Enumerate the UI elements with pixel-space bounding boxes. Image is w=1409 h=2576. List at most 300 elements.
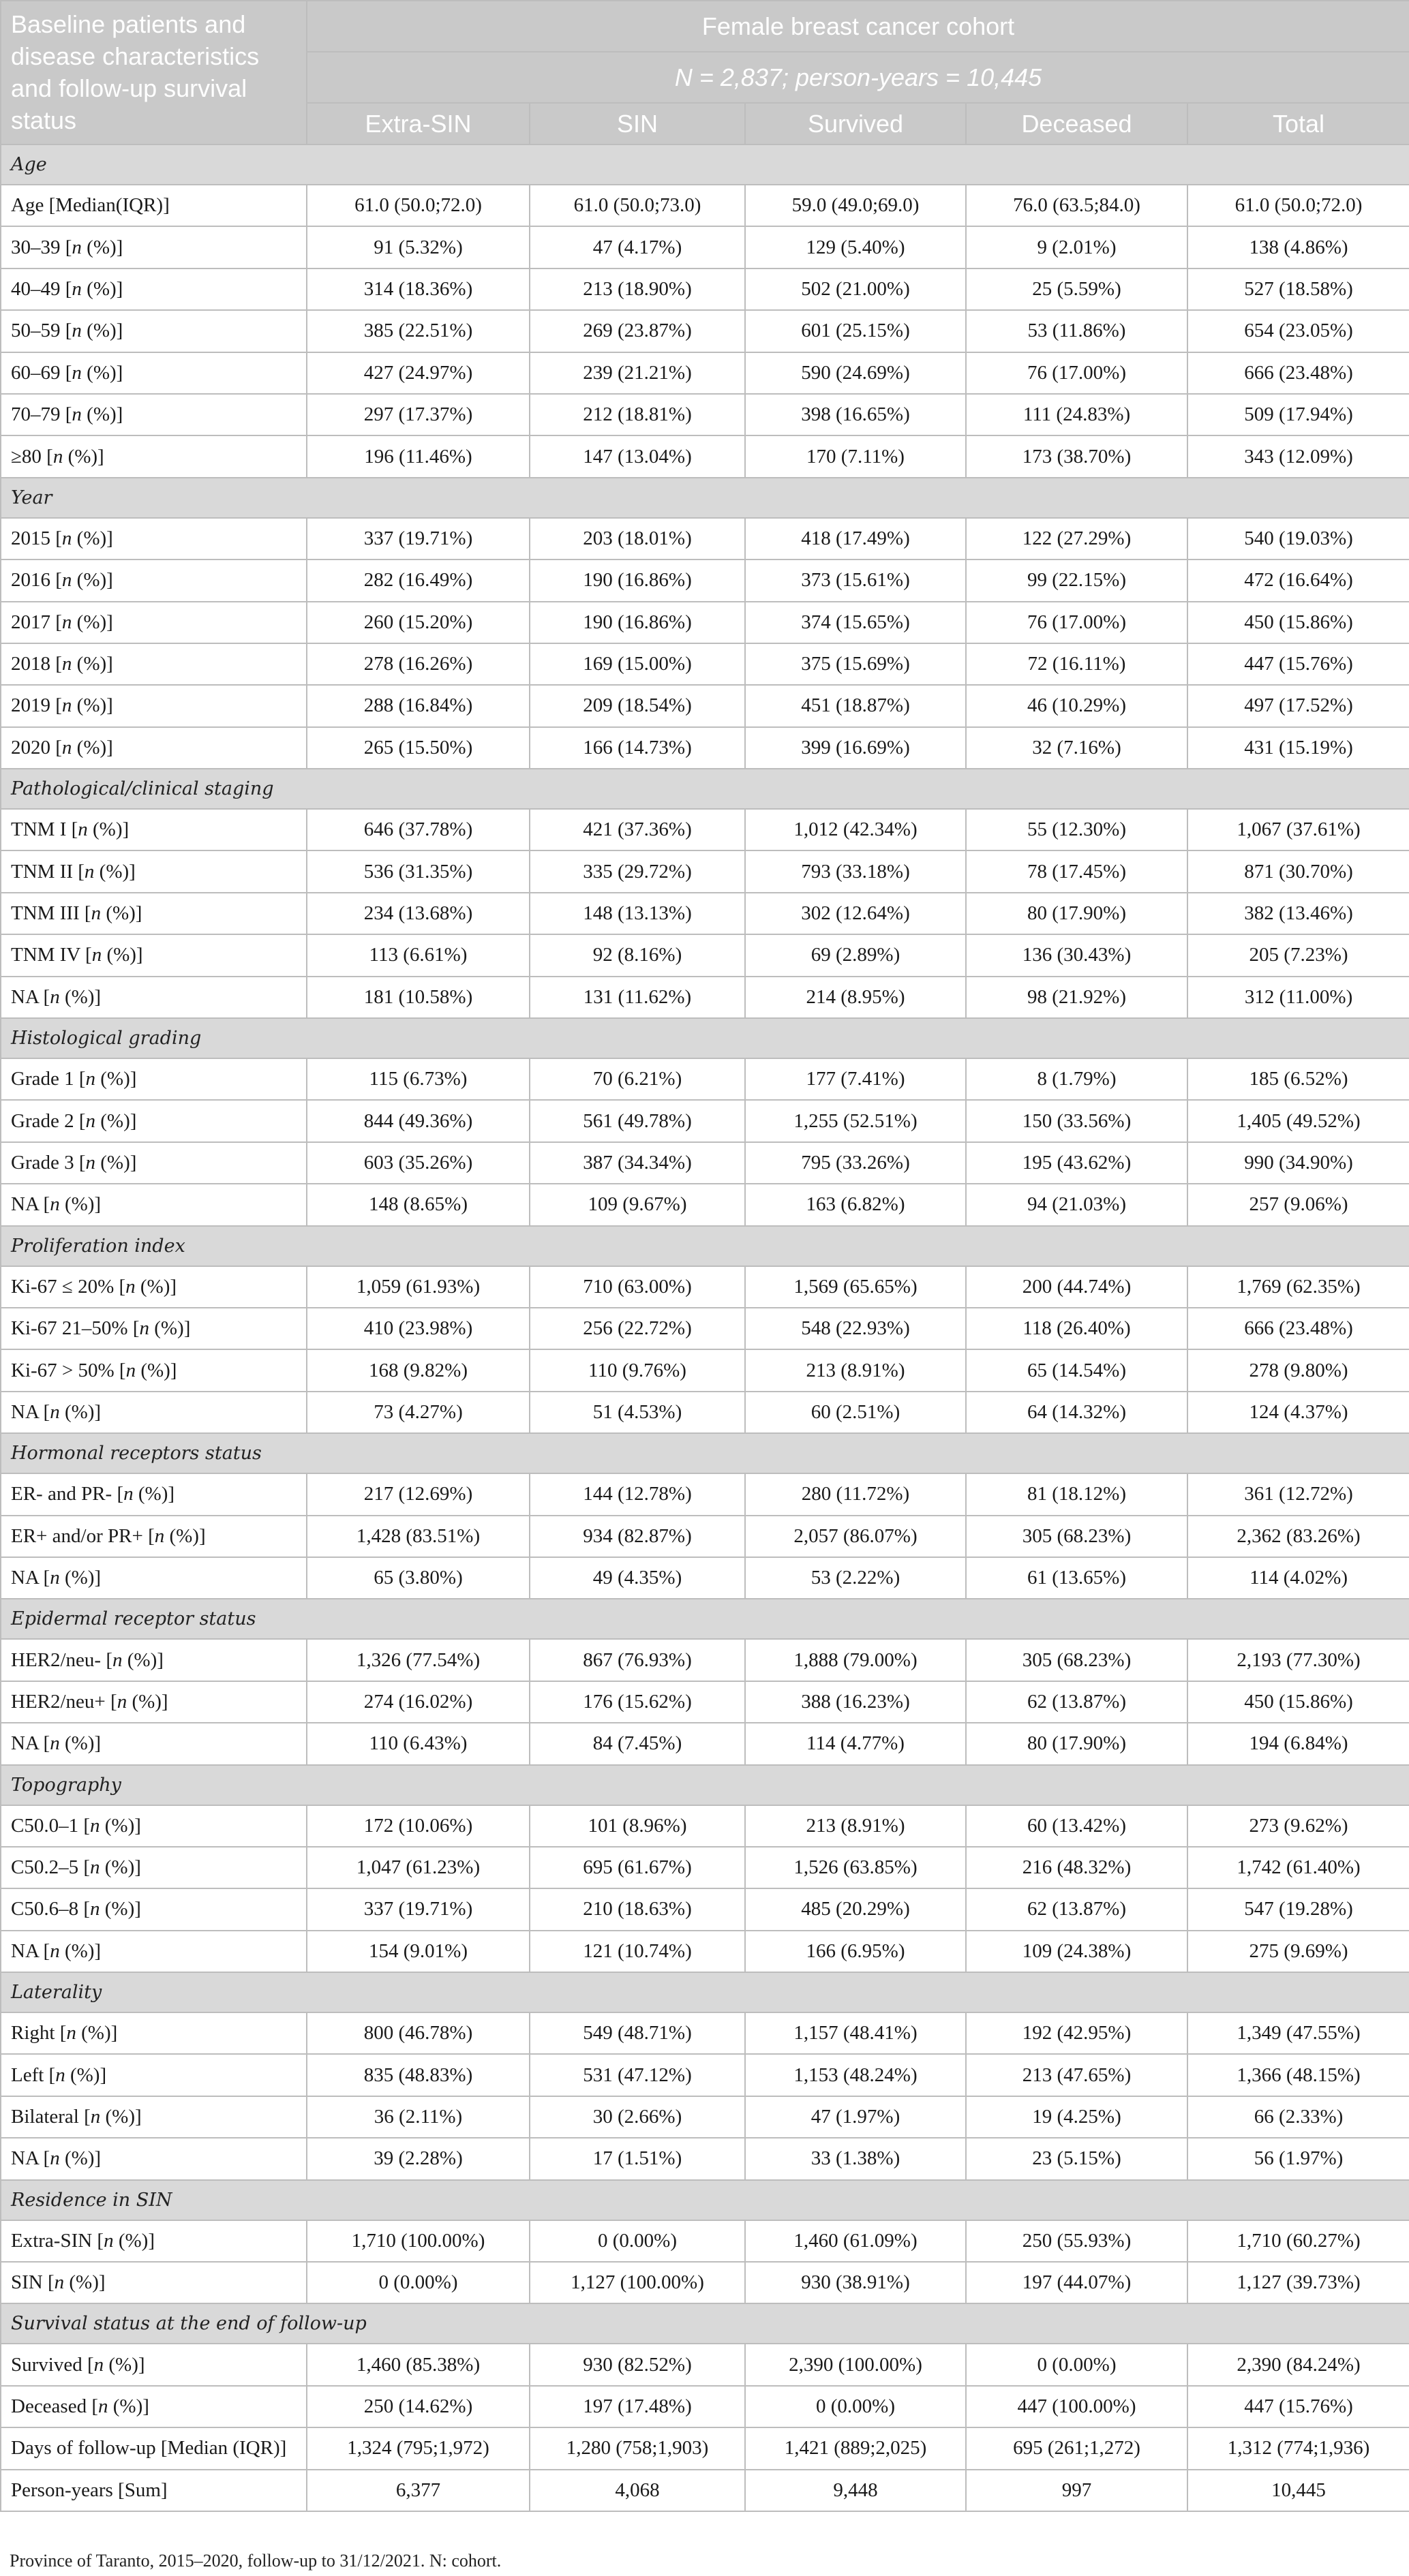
row-label: SIN [n (%)] <box>1 2262 307 2303</box>
table-cell: 654 (23.05%) <box>1187 310 1409 352</box>
table-cell: 8 (1.79%) <box>966 1058 1187 1100</box>
table-cell: 138 (4.86%) <box>1187 226 1409 268</box>
column-header-sin: SIN <box>530 103 745 144</box>
table-cell: 418 (17.49%) <box>745 518 966 559</box>
table-row <box>1 1184 1409 1225</box>
table-cell: 710 (63.00%) <box>530 1266 745 1308</box>
table-cell: 1,742 (61.40%) <box>1187 1847 1409 1888</box>
row-label: 2016 [n (%)] <box>1 559 307 601</box>
table-cell: 1,280 (758;1,903) <box>530 2427 745 2469</box>
table-row <box>1 1100 1409 1141</box>
table-cell: 373 (15.61%) <box>745 559 966 601</box>
table-cell: 450 (15.86%) <box>1187 602 1409 643</box>
italic-n: n <box>50 2147 60 2170</box>
table-cell: 273 (9.62%) <box>1187 1805 1409 1847</box>
table-cell: 154 (9.01%) <box>307 1931 530 1972</box>
section-title: Pathological/clinical staging <box>1 769 1409 809</box>
table-cell: 250 (55.93%) <box>966 2220 1187 2262</box>
table-cell: 312 (11.00%) <box>1187 977 1409 1018</box>
italic-n: n <box>112 1649 123 1671</box>
table-cell: 36 (2.11%) <box>307 2096 530 2138</box>
table-cell: 144 (12.78%) <box>530 1473 745 1515</box>
italic-n: n <box>84 860 95 883</box>
table-cell: 94 (21.03%) <box>966 1184 1187 1225</box>
table-row <box>1 850 1409 892</box>
table-cell: 867 (76.93%) <box>530 1639 745 1681</box>
row-label: Ki-67 > 50% [n (%)] <box>1 1349 307 1391</box>
italic-n: n <box>125 1359 136 1381</box>
table-row <box>1 1308 1409 1349</box>
table-cell: 0 (0.00%) <box>745 2386 966 2427</box>
table-cell: 109 (9.67%) <box>530 1184 745 1225</box>
table-cell: 275 (9.69%) <box>1187 1931 1409 1972</box>
table-cell: 337 (19.71%) <box>307 518 530 559</box>
table-row <box>1 1473 1409 1515</box>
column-header-total: Total <box>1187 103 1409 144</box>
table-cell: 53 (11.86%) <box>966 310 1187 352</box>
table-cell: 239 (21.21%) <box>530 352 745 394</box>
table-cell: 1,312 (774;1,936) <box>1187 2427 1409 2469</box>
table-cell: 800 (46.78%) <box>307 2012 530 2054</box>
row-label: Grade 1 [n (%)] <box>1 1058 307 1100</box>
table-cell: 1,710 (100.00%) <box>307 2220 530 2262</box>
table-cell: 337 (19.71%) <box>307 1888 530 1930</box>
italic-n: n <box>85 1152 96 1174</box>
table-row <box>1 2470 1409 2511</box>
table-row <box>1 1392 1409 1433</box>
italic-n: n <box>98 2395 108 2417</box>
table-cell: 1,405 (49.52%) <box>1187 1100 1409 1141</box>
table-cell: 1,127 (39.73%) <box>1187 2262 1409 2303</box>
italic-n: n <box>90 2106 101 2128</box>
italic-n: n <box>50 1732 60 1755</box>
table-cell: 216 (48.32%) <box>966 1847 1187 1888</box>
table-cell: 131 (11.62%) <box>530 977 745 1018</box>
table-cell: 99 (22.15%) <box>966 559 1187 601</box>
table-cell: 1,326 (77.54%) <box>307 1639 530 1681</box>
row-label: Extra-SIN [n (%)] <box>1 2220 307 2262</box>
table-cell: 549 (48.71%) <box>530 2012 745 2054</box>
table-cell: 447 (15.76%) <box>1187 643 1409 685</box>
table-cell: 61.0 (50.0;72.0) <box>307 185 530 226</box>
table-cell: 509 (17.94%) <box>1187 394 1409 435</box>
row-label: 2015 [n (%)] <box>1 518 307 559</box>
row-label: NA [n (%)] <box>1 1723 307 1764</box>
row-label: 2020 [n (%)] <box>1 727 307 769</box>
row-label: Ki-67 21–50% [n (%)] <box>1 1308 307 1349</box>
italic-n: n <box>61 569 72 592</box>
table-cell: 136 (30.43%) <box>966 934 1187 976</box>
row-label: ER- and PR- [n (%)] <box>1 1473 307 1515</box>
table-cell: 930 (82.52%) <box>530 2344 745 2385</box>
italic-n: n <box>52 445 63 467</box>
section-row <box>1 478 1409 518</box>
table-cell: 62 (13.87%) <box>966 1681 1187 1723</box>
table-cell: 1,888 (79.00%) <box>745 1639 966 1681</box>
table-header <box>1 1 1409 144</box>
table-cell: 0 (0.00%) <box>966 2344 1187 2385</box>
italic-n: n <box>50 1567 60 1589</box>
table-cell: 695 (261;1,272) <box>966 2427 1187 2469</box>
table-cell: 795 (33.26%) <box>745 1142 966 1184</box>
table-row <box>1 2427 1409 2469</box>
cohort-summary-text: N = 2,837; person-years = 10,445 <box>674 63 1042 91</box>
table-cell: 78 (17.45%) <box>966 850 1187 892</box>
row-label: TNM I [n (%)] <box>1 809 307 850</box>
italic-n: n <box>93 2353 104 2376</box>
table-cell: 1,460 (61.09%) <box>745 2220 966 2262</box>
table-cell: 111 (24.83%) <box>966 394 1187 435</box>
table-cell: 540 (19.03%) <box>1187 518 1409 559</box>
table-cell: 399 (16.69%) <box>745 727 966 769</box>
table-row <box>1 435 1409 477</box>
cohort-summary <box>307 52 1409 103</box>
table-cell: 548 (22.93%) <box>745 1308 966 1349</box>
row-label: Bilateral [n (%)] <box>1 2096 307 2138</box>
table-row <box>1 518 1409 559</box>
table-cell: 197 (44.07%) <box>966 2262 1187 2303</box>
table-cell: 203 (18.01%) <box>530 518 745 559</box>
table-cell: 431 (15.19%) <box>1187 727 1409 769</box>
table-cell: 214 (8.95%) <box>745 977 966 1018</box>
table-cell: 55 (12.30%) <box>966 809 1187 850</box>
table-cell: 6,377 <box>307 2470 530 2511</box>
table-cell: 793 (33.18%) <box>745 850 966 892</box>
table-cell: 65 (3.80%) <box>307 1557 530 1599</box>
table-cell: 110 (6.43%) <box>307 1723 530 1764</box>
table-cell: 0 (0.00%) <box>307 2262 530 2303</box>
table-cell: 122 (27.29%) <box>966 518 1187 559</box>
table-row <box>1 226 1409 268</box>
table-cell: 374 (15.65%) <box>745 602 966 643</box>
table-cell: 168 (9.82%) <box>307 1349 530 1391</box>
table-cell: 314 (18.36%) <box>307 269 530 310</box>
table-cell: 930 (38.91%) <box>745 2262 966 2303</box>
table-cell: 485 (20.29%) <box>745 1888 966 1930</box>
table-row <box>1 310 1409 352</box>
table-cell: 118 (26.40%) <box>966 1308 1187 1349</box>
italic-n: n <box>61 611 72 633</box>
table-cell: 65 (14.54%) <box>966 1349 1187 1391</box>
section-row <box>1 1765 1409 1805</box>
italic-n: n <box>72 320 82 342</box>
table-cell: 288 (16.84%) <box>307 685 530 726</box>
table-cell: 98 (21.92%) <box>966 977 1187 1018</box>
table-row <box>1 1681 1409 1723</box>
table-cell: 33 (1.38%) <box>745 2138 966 2179</box>
italic-n: n <box>61 527 72 549</box>
row-label: TNM III [n (%)] <box>1 893 307 934</box>
table-cell: 2,390 (84.24%) <box>1187 2344 1409 2385</box>
italic-n: n <box>104 2229 114 2252</box>
table-cell: 531 (47.12%) <box>530 2054 745 2096</box>
table-cell: 1,255 (52.51%) <box>745 1100 966 1141</box>
table-cell: 114 (4.02%) <box>1187 1557 1409 1599</box>
table-cell: 536 (31.35%) <box>307 850 530 892</box>
row-label: HER2/neu+ [n (%)] <box>1 1681 307 1723</box>
table-body <box>1 144 1409 2511</box>
section-row <box>1 1433 1409 1473</box>
row-label: NA [n (%)] <box>1 1557 307 1599</box>
table-cell: 192 (42.95%) <box>966 2012 1187 2054</box>
table-cell: 195 (43.62%) <box>966 1142 1187 1184</box>
italic-n: n <box>139 1317 149 1340</box>
table-row <box>1 269 1409 310</box>
section-row <box>1 769 1409 809</box>
italic-n: n <box>61 653 72 675</box>
table-row <box>1 893 1409 934</box>
table-cell: 56 (1.97%) <box>1187 2138 1409 2179</box>
table-cell: 10,445 <box>1187 2470 1409 2511</box>
table-cell: 109 (24.38%) <box>966 1931 1187 1972</box>
table-row <box>1 2262 1409 2303</box>
table-cell: 427 (24.97%) <box>307 352 530 394</box>
table-row <box>1 2054 1409 2096</box>
table-cell: 150 (33.56%) <box>966 1100 1187 1141</box>
column-header-deceased: Deceased <box>966 103 1187 144</box>
table-cell: 343 (12.09%) <box>1187 435 1409 477</box>
row-label: TNM IV [n (%)] <box>1 934 307 976</box>
table-cell: 278 (9.80%) <box>1187 1349 1409 1391</box>
table-cell: 447 (100.00%) <box>966 2386 1187 2427</box>
table-cell: 1,366 (48.15%) <box>1187 2054 1409 2096</box>
table-cell: 32 (7.16%) <box>966 727 1187 769</box>
table-cell: 213 (8.91%) <box>745 1349 966 1391</box>
table-cell: 213 (18.90%) <box>530 269 745 310</box>
row-label: NA [n (%)] <box>1 1392 307 1433</box>
table-cell: 73 (4.27%) <box>307 1392 530 1433</box>
column-header-extra-sin: Extra-SIN <box>307 103 530 144</box>
table-cell: 148 (8.65%) <box>307 1184 530 1225</box>
section-title: Year <box>1 478 1409 518</box>
section-row <box>1 144 1409 185</box>
table-cell: 1,153 (48.24%) <box>745 2054 966 2096</box>
table-cell: 9 (2.01%) <box>966 226 1187 268</box>
section-row <box>1 1972 1409 2012</box>
row-label: NA [n (%)] <box>1 2138 307 2179</box>
row-label: 70–79 [n (%)] <box>1 394 307 435</box>
table-cell: 2,390 (100.00%) <box>745 2344 966 2385</box>
row-label: C50.6–8 [n (%)] <box>1 1888 307 1930</box>
table-cell: 603 (35.26%) <box>307 1142 530 1184</box>
table-cell: 1,127 (100.00%) <box>530 2262 745 2303</box>
table-cell: 172 (10.06%) <box>307 1805 530 1847</box>
table-row <box>1 2096 1409 2138</box>
row-label: Left [n (%)] <box>1 2054 307 2096</box>
table-cell: 421 (37.36%) <box>530 809 745 850</box>
table-row <box>1 727 1409 769</box>
table-cell: 666 (23.48%) <box>1187 352 1409 394</box>
section-title: Hormonal receptors status <box>1 1433 1409 1473</box>
table-cell: 666 (23.48%) <box>1187 1308 1409 1349</box>
table-cell: 447 (15.76%) <box>1187 2386 1409 2427</box>
table-cell: 382 (13.46%) <box>1187 893 1409 934</box>
table-cell: 129 (5.40%) <box>745 226 966 268</box>
section-title: Residence in SIN <box>1 2180 1409 2220</box>
table-cell: 197 (17.48%) <box>530 2386 745 2427</box>
table-cell: 59.0 (49.0;69.0) <box>745 185 966 226</box>
row-label: Survived [n (%)] <box>1 2344 307 2385</box>
table-cell: 190 (16.86%) <box>530 602 745 643</box>
table-cell: 163 (6.82%) <box>745 1184 966 1225</box>
table-cell: 70 (6.21%) <box>530 1058 745 1100</box>
table-row <box>1 1142 1409 1184</box>
table-cell: 527 (18.58%) <box>1187 269 1409 310</box>
row-label: Grade 3 [n (%)] <box>1 1142 307 1184</box>
table-cell: 47 (4.17%) <box>530 226 745 268</box>
row-label: NA [n (%)] <box>1 977 307 1018</box>
italic-n: n <box>90 1856 100 1879</box>
table-cell: 51 (4.53%) <box>530 1392 745 1433</box>
table-row <box>1 1847 1409 1888</box>
table-cell: 148 (13.13%) <box>530 893 745 934</box>
row-label: ≥80 [n (%)] <box>1 435 307 477</box>
table-cell: 278 (16.26%) <box>307 643 530 685</box>
table-cell: 101 (8.96%) <box>530 1805 745 1847</box>
table-footnote: Province of Taranto, 2015–2020, follow-up to 31/12/2021. N: cohort. <box>10 2551 502 2571</box>
table-cell: 60 (13.42%) <box>966 1805 1187 1847</box>
table-cell: 497 (17.52%) <box>1187 685 1409 726</box>
table-cell: 695 (61.67%) <box>530 1847 745 1888</box>
italic-n: n <box>154 1524 165 1547</box>
table-row <box>1 1805 1409 1847</box>
table-cell: 2,057 (86.07%) <box>745 1516 966 1557</box>
table-cell: 147 (13.04%) <box>530 435 745 477</box>
column-header-survived: Survived <box>745 103 966 144</box>
italic-n: n <box>50 1400 60 1423</box>
table-cell: 61 (13.65%) <box>966 1557 1187 1599</box>
table-cell: 1,460 (85.38%) <box>307 2344 530 2385</box>
table-cell: 110 (9.76%) <box>530 1349 745 1391</box>
table-cell: 375 (15.69%) <box>745 643 966 685</box>
table-cell: 114 (4.77%) <box>745 1723 966 1764</box>
table-cell: 561 (49.78%) <box>530 1100 745 1141</box>
table-cell: 176 (15.62%) <box>530 1681 745 1723</box>
table-row <box>1 2138 1409 2179</box>
table-cell: 25 (5.59%) <box>966 269 1187 310</box>
italic-n: n <box>54 2271 65 2294</box>
table-row <box>1 352 1409 394</box>
table-cell: 990 (34.90%) <box>1187 1142 1409 1184</box>
italic-n: n <box>72 361 82 384</box>
table-cell: 81 (18.12%) <box>966 1473 1187 1515</box>
table-cell: 2,193 (77.30%) <box>1187 1639 1409 1681</box>
table-row <box>1 1888 1409 1930</box>
table-cell: 502 (21.00%) <box>745 269 966 310</box>
table-row <box>1 2386 1409 2427</box>
table-cell: 30 (2.66%) <box>530 2096 745 2138</box>
table-row <box>1 1058 1409 1100</box>
row-label: TNM II [n (%)] <box>1 850 307 892</box>
table-cell: 274 (16.02%) <box>307 1681 530 1723</box>
row-label: Grade 2 [n (%)] <box>1 1100 307 1141</box>
italic-n: n <box>61 736 72 758</box>
section-title: Laterality <box>1 1972 1409 2012</box>
table-cell: 23 (5.15%) <box>966 2138 1187 2179</box>
table-cell: 190 (16.86%) <box>530 559 745 601</box>
table-row <box>1 2344 1409 2385</box>
table-cell: 1,157 (48.41%) <box>745 2012 966 2054</box>
table-row <box>1 934 1409 976</box>
italic-n: n <box>117 1690 127 1713</box>
table-cell: 1,569 (65.65%) <box>745 1266 966 1308</box>
table-cell: 305 (68.23%) <box>966 1516 1187 1557</box>
row-label: C50.2–5 [n (%)] <box>1 1847 307 1888</box>
table-cell: 194 (6.84%) <box>1187 1723 1409 1764</box>
table-cell: 53 (2.22%) <box>745 1557 966 1599</box>
table-cell: 76.0 (63.5;84.0) <box>966 185 1187 226</box>
section-title: Age <box>1 144 1409 185</box>
italic-n: n <box>66 2022 76 2044</box>
table-cell: 871 (30.70%) <box>1187 850 1409 892</box>
table-cell: 61.0 (50.0;72.0) <box>1187 185 1409 226</box>
section-row <box>1 2303 1409 2344</box>
table-cell: 234 (13.68%) <box>307 893 530 934</box>
table-cell: 66 (2.33%) <box>1187 2096 1409 2138</box>
table-cell: 80 (17.90%) <box>966 893 1187 934</box>
table-cell: 47 (1.97%) <box>745 2096 966 2138</box>
table-cell: 1,067 (37.61%) <box>1187 809 1409 850</box>
section-row <box>1 1018 1409 1058</box>
table-cell: 361 (12.72%) <box>1187 1473 1409 1515</box>
table-cell: 450 (15.86%) <box>1187 1681 1409 1723</box>
table-cell: 934 (82.87%) <box>530 1516 745 1557</box>
row-label: 2019 [n (%)] <box>1 685 307 726</box>
table-row <box>1 185 1409 226</box>
table-cell: 282 (16.49%) <box>307 559 530 601</box>
table-row <box>1 1723 1409 1764</box>
table-cell: 1,324 (795;1,972) <box>307 2427 530 2469</box>
table-cell: 835 (48.83%) <box>307 2054 530 2096</box>
table-cell: 61.0 (50.0;73.0) <box>530 185 745 226</box>
italic-n: n <box>72 277 82 300</box>
table-cell: 177 (7.41%) <box>745 1058 966 1100</box>
table-cell: 46 (10.29%) <box>966 685 1187 726</box>
table-cell: 410 (23.98%) <box>307 1308 530 1349</box>
table-cell: 305 (68.23%) <box>966 1639 1187 1681</box>
table-row <box>1 809 1409 850</box>
table-row <box>1 977 1409 1018</box>
table-cell: 76 (17.00%) <box>966 602 1187 643</box>
italic-n: n <box>72 236 82 258</box>
row-label: 30–39 [n (%)] <box>1 226 307 268</box>
table-cell: 250 (14.62%) <box>307 2386 530 2427</box>
table-cell: 205 (7.23%) <box>1187 934 1409 976</box>
table-cell: 601 (25.15%) <box>745 310 966 352</box>
table-cell: 0 (0.00%) <box>530 2220 745 2262</box>
table-row <box>1 394 1409 435</box>
italic-n: n <box>91 902 102 925</box>
table-cell: 590 (24.69%) <box>745 352 966 394</box>
table-row <box>1 602 1409 643</box>
row-label: NA [n (%)] <box>1 1184 307 1225</box>
table-row <box>1 685 1409 726</box>
table-cell: 302 (12.64%) <box>745 893 966 934</box>
table-cell: 297 (17.37%) <box>307 394 530 435</box>
table-cell: 1,769 (62.35%) <box>1187 1266 1409 1308</box>
table-cell: 1,349 (47.55%) <box>1187 2012 1409 2054</box>
table-cell: 260 (15.20%) <box>307 602 530 643</box>
table-cell: 1,710 (60.27%) <box>1187 2220 1409 2262</box>
italic-n: n <box>123 1483 134 1505</box>
table-cell: 169 (15.00%) <box>530 643 745 685</box>
table-cell: 213 (8.91%) <box>745 1805 966 1847</box>
table-cell: 113 (6.61%) <box>307 934 530 976</box>
section-title: Epidermal receptor status <box>1 1599 1409 1639</box>
italic-n: n <box>50 985 60 1008</box>
table-cell: 1,059 (61.93%) <box>307 1266 530 1308</box>
section-title: Topography <box>1 1765 1409 1805</box>
